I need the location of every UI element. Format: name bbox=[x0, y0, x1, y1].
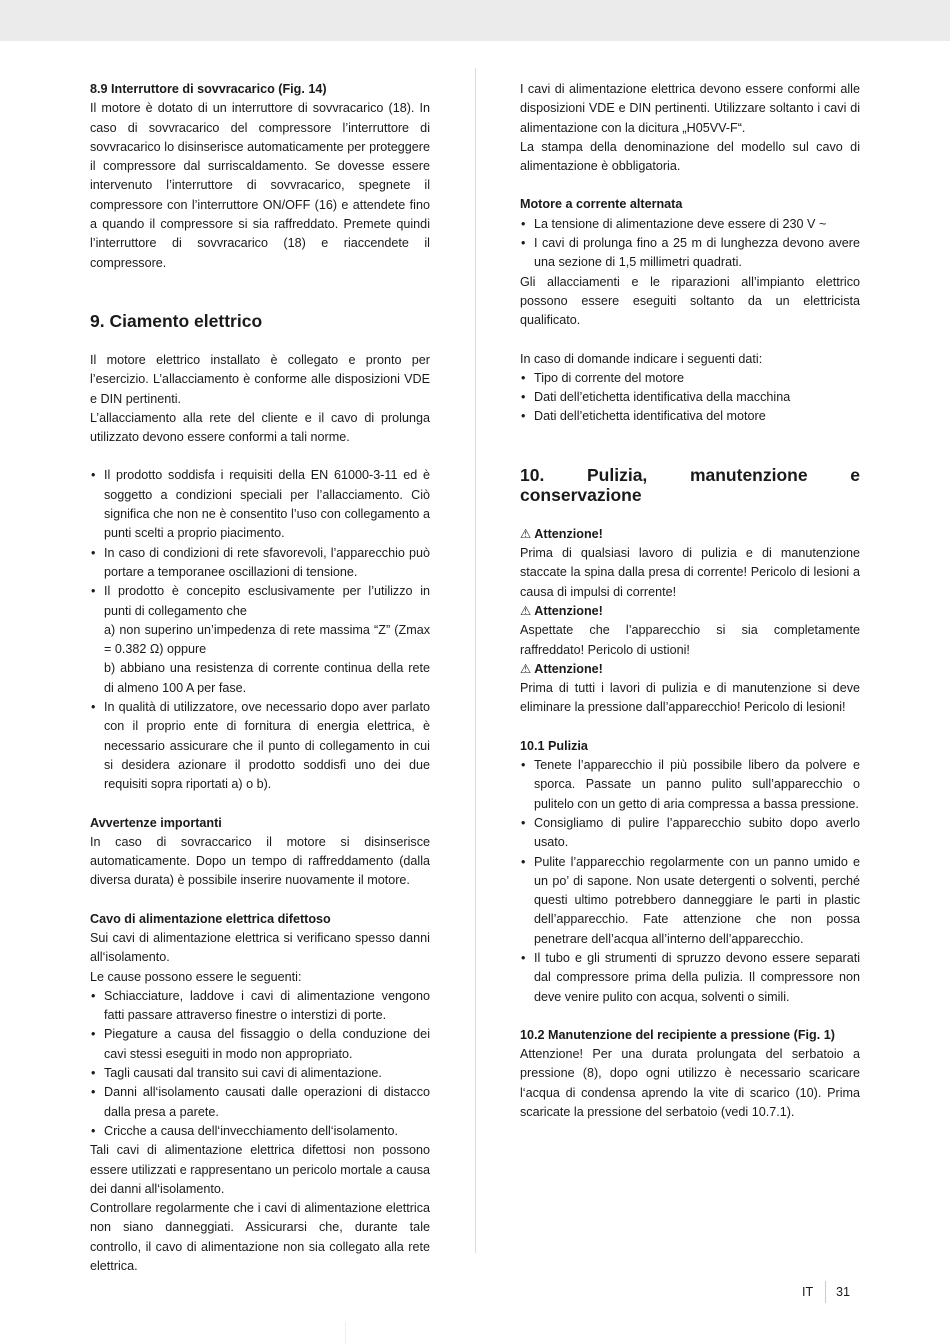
section-9-bullet-list bbox=[90, 466, 430, 794]
warning-2-heading bbox=[520, 602, 860, 621]
list-item: • Tipo di corrente del motore bbox=[520, 369, 860, 388]
section-9-heading: 9. Ciamento elettrico bbox=[90, 310, 263, 331]
warning-icon: ⚠ bbox=[520, 526, 532, 541]
list-item: • In qualità di utilizzatore, ove necessario dopo aver parlato con il proprio ente di fornitura di energia elettrica, è necessario assicurare che il punto di collegamento in cui si desidera azionare il prodotto soddisfi uno dei due requisiti sopra riportati a) o b). bbox=[90, 698, 430, 794]
defective-cable-paragraph-1: Sui cavi di alimentazione elettrica si verificano spesso danni all‘isolamento. bbox=[90, 930, 430, 965]
top-bar bbox=[0, 0, 950, 41]
list-item-sub-a: a) non superino un’impedenza di rete massima “Z” (Zmax = 0.382 Ω) oppure bbox=[104, 622, 430, 657]
list-item: • Pulite l’apparecchio regolarmente con un panno umido e un po’ di sapone. Non usate detergenti o solventi, perché questi ultimo potrebbero danneggiare le parti in plastic dell’apparecchio. Fate attenzione che non possa penetrare dell’acqua all’interno dell’apparecchio. bbox=[520, 853, 860, 949]
warning-icon: ⚠ bbox=[520, 661, 532, 676]
list-item: • Dati dell’etichetta identificativa della macchina bbox=[520, 388, 860, 407]
list-item-text: • Il prodotto è concepito esclusivamente per l’utilizzo in punti di collegamento che bbox=[104, 584, 430, 618]
ac-motor-heading: Motore a corrente alternata bbox=[520, 197, 683, 212]
list-item: • Tagli causati dal transito sui cavi di alimentazione. bbox=[90, 1064, 430, 1083]
list-item-sub-b: b) abbiano una resistenza di corrente continua della rete di almeno 100 A per fase. bbox=[104, 661, 430, 695]
list-item: • Il tubo e gli strumenti di spruzzo devono essere separati dal compressore prima della pulizia. Il compressore non deve venire pulito con acqua, solventi o simili. bbox=[520, 949, 860, 1007]
questions-paragraph: In caso di domande indicare i seguenti dati: bbox=[520, 351, 763, 366]
page-number: 31 bbox=[836, 1285, 851, 1299]
column-divider bbox=[475, 68, 476, 1253]
warning-2-title: Attenzione! bbox=[534, 603, 603, 618]
list-item: • La tensione di alimentazione deve essere di 230 V ~ bbox=[520, 215, 860, 234]
questions-bullet-list bbox=[520, 369, 860, 427]
important-notes-text: In caso di sovraccarico il motore si disinserisce automaticamente. Dopo un tempo di raffreddamento (dalla diversa durata) è possibile inserire nuovamente il motore. bbox=[90, 834, 430, 888]
list-item: • Tenete l’apparecchio il più possibile libero da polvere e sporca. Passate un panno pulito sull’apparecchio o pulitelo con un getto di aria compressa a bassa pressione. bbox=[520, 756, 860, 814]
section-8-9-heading: 8.9 Interruttore di sovvracarico (Fig. 14) bbox=[90, 82, 327, 96]
warning-1-text: Prima di qualsiasi lavoro di pulizia e di manutenzione staccate la spina dalla presa di corrente! Pericolo di lesioni a causa di impulsi di corrente! bbox=[520, 546, 860, 599]
cleaning-bullet-list bbox=[520, 756, 860, 1007]
list-item: • Schiacciature, laddove i cavi di alimentazione vengono fatti passare attraverso finestre o interstizi di porte. bbox=[90, 987, 430, 1026]
section-10-2-text: Attenzione! Per una durata prolungata del serbatoio a pressione (8), dopo ogni utilizzo è necessario scaricare l‘acqua di condensa aprendo la vite di scarico (10). Prima scaricate la pressione del serbatoio (vedi 10.7.1). bbox=[520, 1047, 860, 1120]
left-column bbox=[90, 80, 430, 1276]
list-item: • Il prodotto soddisfa i requisiti della EN 61000-3-11 ed è soggetto a condizioni speciali per l’allacciamento. Ciò significa che non ne è consentito l’uso con collegamento a punti scelti a proprio piacimento. bbox=[90, 466, 430, 543]
list-item: • Dati dell’etichetta identificativa del motore bbox=[520, 407, 860, 426]
list-item: • Piegature a causa del fissaggio o della conduzione dei cavi stessi eseguiti in modo non appropriato. bbox=[90, 1025, 430, 1064]
warning-3-heading bbox=[520, 660, 860, 679]
list-item: • Danni all‘isolamento causati dalle operazioni di distacco dalla presa a parete. bbox=[90, 1083, 430, 1122]
defective-cable-heading: Cavo di alimentazione elettrica difettoso bbox=[90, 911, 331, 926]
warning-1-heading bbox=[520, 525, 860, 544]
list-item: • Cricche a causa dell‘invecchiamento dell‘isolamento. bbox=[90, 1122, 430, 1141]
warning-3-title: Attenzione! bbox=[534, 661, 603, 676]
list-item: • Consigliamo di pulire l’apparecchio subito dopo averlo usato. bbox=[520, 814, 860, 853]
section-9-paragraph-1: Il motore elettrico installato è collegato e pronto per l’esercizio. L’allacciamento è conforme alle disposizioni VDE e DIN pertinenti. bbox=[90, 352, 430, 406]
footer-language: IT bbox=[802, 1285, 814, 1299]
ac-motor-paragraph: Gli allacciamenti e le riparazioni all’impianto elettrico possono essere eseguiti soltanto da un elettricista qualificato. bbox=[520, 274, 860, 328]
defective-cable-paragraph-2: Le cause possono essere le seguenti: bbox=[90, 969, 302, 984]
defective-cable-bullet-list bbox=[90, 987, 430, 1141]
right-column bbox=[520, 80, 860, 1122]
ac-motor-bullet-list bbox=[520, 215, 860, 273]
important-notes-heading: Avvertenze importanti bbox=[90, 815, 222, 830]
cable-requirements-paragraph-1: I cavi di alimentazione elettrica devono essere conformi alle disposizioni VDE e DIN pertinenti. Utilizzare soltanto i cavi di alimentazione con la dicitura „H05VV-F“. bbox=[520, 82, 860, 135]
warning-2-text: Aspettate che l’apparecchio si sia completamente raffreddato! Pericolo di ustioni! bbox=[520, 623, 860, 657]
footer-separator bbox=[825, 1281, 826, 1303]
list-item: • In caso di condizioni di rete sfavorevoli, l’apparecchio può portare a temporanee oscillazioni di tensione. bbox=[90, 544, 430, 583]
list-item: • I cavi di prolunga fino a 25 m di lunghezza devono avere una sezione di 1,5 millimetri quadrati. bbox=[520, 234, 860, 273]
section-10-1-heading: 10.1 Pulizia bbox=[520, 738, 588, 753]
warning-3-text: Prima di tutti i lavori di pulizia e di manutenzione si deve eliminare la pressione dall’apparecchio! Pericolo di lesioni! bbox=[520, 681, 860, 715]
cable-requirements-paragraph-2: La stampa della denominazione del modello sul cavo di alimentazione è obbligatoria. bbox=[520, 139, 860, 174]
section-10-heading: 10. Pulizia, manutenzione e conservazione bbox=[520, 464, 860, 505]
list-item bbox=[90, 582, 430, 698]
defective-cable-paragraph-4: Controllare regolarmente che i cavi di alimentazione elettrica non siano danneggiati. Assicurarsi che, durante tale controllo, il cavo di alimentazione non sia collegato alla rete elettrica. bbox=[90, 1201, 430, 1274]
warning-1-title: Attenzione! bbox=[534, 526, 603, 541]
bottom-mark bbox=[345, 1322, 346, 1344]
section-8-9-text: Il motore è dotato di un interruttore di sovvracarico (18). In caso di sovvracarico del compressore l’interruttore di sovvracarico lo disinserisce automaticamente per proteggere il compressore dal surriscaldamento. Se dovesse essere intervenuto l’interruttore di sovvracarico, spegnete il compressore con l’interruttore ON/OFF (16) e attendete fino a quando il compressore si sia raffreddato. Premete quindi l’interruttore di sovvracarico (18) e riaccendete il compressore. bbox=[90, 101, 430, 270]
defective-cable-paragraph-3: Tali cavi di alimentazione elettrica difettosi non possono essere utilizzati e rappresentano un pericolo mortale a causa dei danni all‘isolamento. bbox=[90, 1143, 430, 1196]
warning-icon: ⚠ bbox=[520, 603, 532, 618]
section-10-2-heading: 10.2 Manutenzione del recipiente a pressione (Fig. 1) bbox=[520, 1027, 835, 1042]
section-9-paragraph-2: L’allacciamento alla rete del cliente e il cavo di prolunga utilizzato devono essere conformi a tali norme. bbox=[90, 410, 430, 445]
